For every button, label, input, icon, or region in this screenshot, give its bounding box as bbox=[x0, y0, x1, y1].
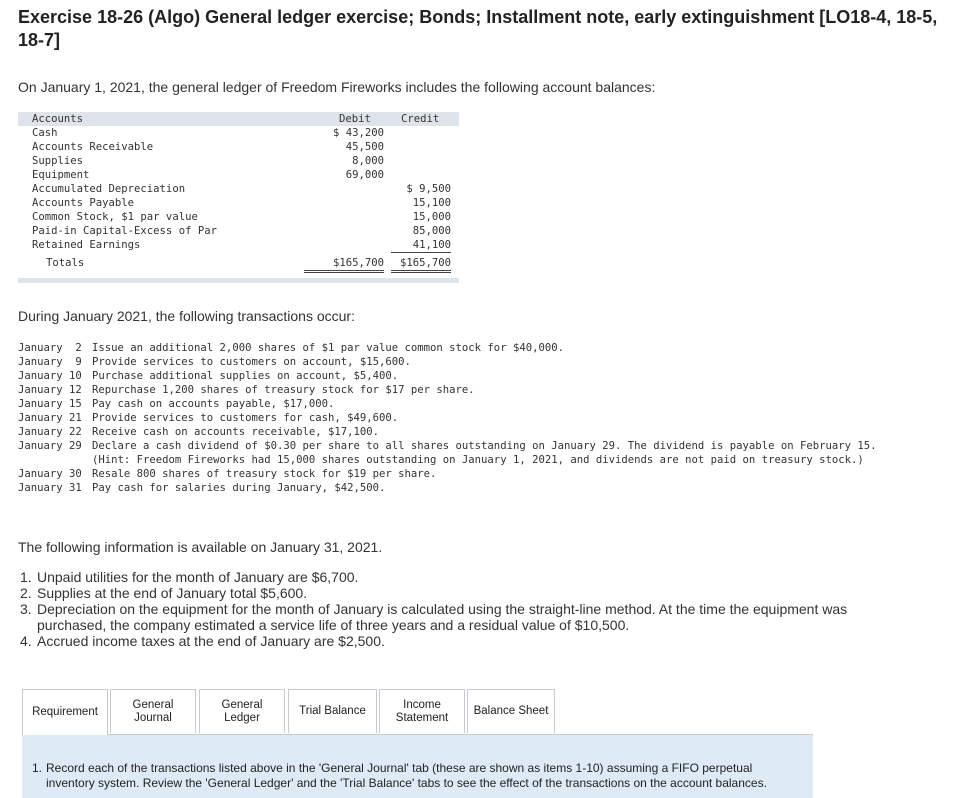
table-row: Accounts Payable 15,100 bbox=[32, 197, 451, 209]
table-header bbox=[18, 112, 459, 126]
table-row: Accumulated Depreciation $ 9,500 bbox=[32, 183, 451, 195]
list-item: January 2 Issue an additional 2,000 shares of $1 par value common stock for $40,000. bbox=[18, 342, 564, 354]
tab-balance-sheet[interactable]: Balance Sheet bbox=[467, 689, 555, 733]
requirement-panel bbox=[22, 734, 813, 798]
list-item: January 22 Receive cash on accounts receivable, $17,100. bbox=[18, 426, 380, 438]
table-totals-row: Totals $165,700 $165,700 bbox=[18, 256, 459, 270]
header-credit: Credit bbox=[401, 113, 440, 125]
table-row: Supplies 8,000 bbox=[32, 155, 384, 167]
table-row: Equipment 69,000 bbox=[32, 169, 384, 181]
tab-general-ledger[interactable]: General Ledger bbox=[199, 689, 285, 733]
tab-trial-balance[interactable]: Trial Balance bbox=[288, 689, 377, 733]
tab-income-statement[interactable]: Income Statement bbox=[379, 689, 465, 733]
transactions-intro: During January 2021, the following transactions occur: bbox=[18, 308, 355, 324]
list-item: January 29 Declare a cash dividend of $0.30 per share to all shares outstanding on January 29. The dividend is payable on February 15. (Hint: Freedom Fireworks had 15,000 shares outstanding on January 1, 2021, and dividends are not paid on treasury stock.) bbox=[18, 439, 958, 467]
list-item: 3. Depreciation on the equipment for the month of January is calculated using the straight-line method. At the time the equipment was purchased, the company estimated a service life of three years and a residual value of $10,500. bbox=[20, 601, 848, 633]
requirement-instruction: 1. Record each of the transactions listed above in the 'General Journal' tab (these are shown as items 1-10) assuming a FIFO perpetual inventory system. Review the 'General Ledger' and the 'Trial Balance' tabs to see the effect of the transactions on the account balances. bbox=[32, 761, 767, 790]
list-item: 4. Accrued income taxes at the end of January are $2,500. bbox=[20, 633, 385, 649]
list-item: January 10 Purchase additional supplies on account, $5,400. bbox=[18, 370, 399, 382]
info-intro: The following information is available on January 31, 2021. bbox=[18, 539, 383, 555]
tab-requirement[interactable]: Requirement bbox=[22, 689, 108, 735]
list-item: January 15 Pay cash on accounts payable, $17,000. bbox=[18, 398, 335, 410]
list-item: 2. Supplies at the end of January total $5,600. bbox=[20, 585, 308, 601]
table-row: Cash $ 43,200 bbox=[32, 127, 384, 139]
transactions-list bbox=[18, 341, 958, 495]
list-item: January 21 Provide services to customers for cash, $49,600. bbox=[18, 412, 399, 424]
table-row: Retained Earnings 41,100 bbox=[32, 239, 451, 251]
tab-general-journal[interactable]: General Journal bbox=[110, 689, 196, 733]
list-item: 1. Unpaid utilities for the month of January are $6,700. bbox=[20, 569, 359, 585]
list-item: January 31 Pay cash for salaries during January, $42,500. bbox=[18, 482, 386, 494]
header-debit: Debit bbox=[339, 113, 371, 125]
dividend-hint: (Hint: Freedom Fireworks had 15,000 shares outstanding on January 1, 2021, and dividends are not paid on treasury stock.) bbox=[92, 454, 864, 466]
info-list bbox=[18, 569, 908, 649]
header-accounts: Accounts bbox=[32, 113, 84, 125]
table-row: Common Stock, $1 par value 15,000 bbox=[32, 211, 451, 223]
list-item: January 30 Resale 800 shares of treasury stock for $19 per share. bbox=[18, 468, 437, 480]
page-title: Exercise 18-26 (Algo) General ledger exercise; Bonds; Installment note, early extinguishment [LO18-4, 18-5, 18-7] bbox=[18, 7, 938, 50]
list-item: January 12 Repurchase 1,200 shares of treasury stock for $17 per share. bbox=[18, 384, 475, 396]
table-row: Paid-in Capital-Excess of Par 85,000 bbox=[32, 225, 451, 237]
account-balances-table bbox=[18, 112, 459, 283]
list-item: January 9 Provide services to customers on account, $15,600. bbox=[18, 356, 411, 368]
table-row: Accounts Receivable 45,500 bbox=[32, 141, 384, 153]
intro-text: On January 1, 2021, the general ledger of Freedom Fireworks includes the following account balances: bbox=[18, 79, 656, 95]
table-footer-bar bbox=[18, 278, 459, 283]
